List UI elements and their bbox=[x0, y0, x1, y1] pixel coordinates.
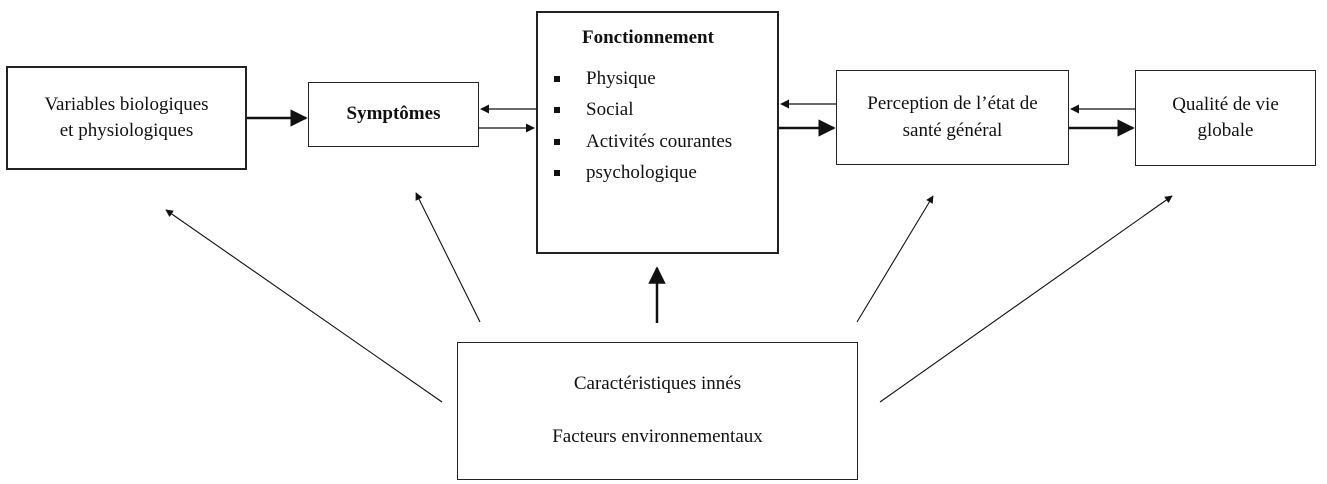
qualite-de-vie-box bbox=[1135, 70, 1316, 166]
bullet-icon bbox=[554, 170, 560, 176]
list-item bbox=[554, 63, 732, 95]
caracteristiques-box bbox=[457, 342, 858, 480]
item-physique: Physique bbox=[586, 67, 656, 89]
item-social: Social bbox=[586, 99, 634, 121]
fonctionnement-box bbox=[536, 11, 779, 254]
perception-etat-sante-box bbox=[836, 70, 1069, 165]
variables-line1: Variables biologiques bbox=[44, 93, 209, 115]
bullet-icon bbox=[554, 76, 560, 82]
variables-line2: et physiologiques bbox=[59, 120, 194, 141]
variables-biologiques-box bbox=[6, 66, 247, 170]
arrow-caracteristiques-to-qualite bbox=[880, 196, 1172, 402]
qualite-line1: Qualité de vie bbox=[1172, 93, 1279, 115]
item-activites: Activités courantes bbox=[586, 130, 733, 152]
fonctionnement-list bbox=[554, 63, 732, 189]
bullet-icon bbox=[554, 107, 560, 113]
list-item bbox=[554, 158, 732, 190]
caracteristiques-line1: Caractéristiques innés bbox=[573, 373, 742, 395]
item-psychologique: psychologique bbox=[586, 162, 697, 184]
arrow-caracteristiques-to-perception bbox=[857, 196, 933, 322]
arrow-caracteristiques-to-variables bbox=[166, 210, 442, 402]
fonctionnement-title: Fonctionnement bbox=[582, 27, 714, 48]
perception-line1: Perception de l’état de bbox=[867, 93, 1038, 115]
caracteristiques-line2: Facteurs environnementaux bbox=[552, 426, 763, 447]
list-item bbox=[554, 126, 732, 158]
bullet-icon bbox=[554, 139, 560, 145]
perception-line2: santé général bbox=[902, 119, 1003, 141]
qualite-line2: globale bbox=[1197, 120, 1254, 141]
symptomes-box bbox=[308, 82, 479, 147]
list-item bbox=[554, 95, 732, 127]
symptomes-label: Symptômes bbox=[346, 103, 441, 125]
arrow-caracteristiques-to-symptomes bbox=[416, 193, 480, 322]
